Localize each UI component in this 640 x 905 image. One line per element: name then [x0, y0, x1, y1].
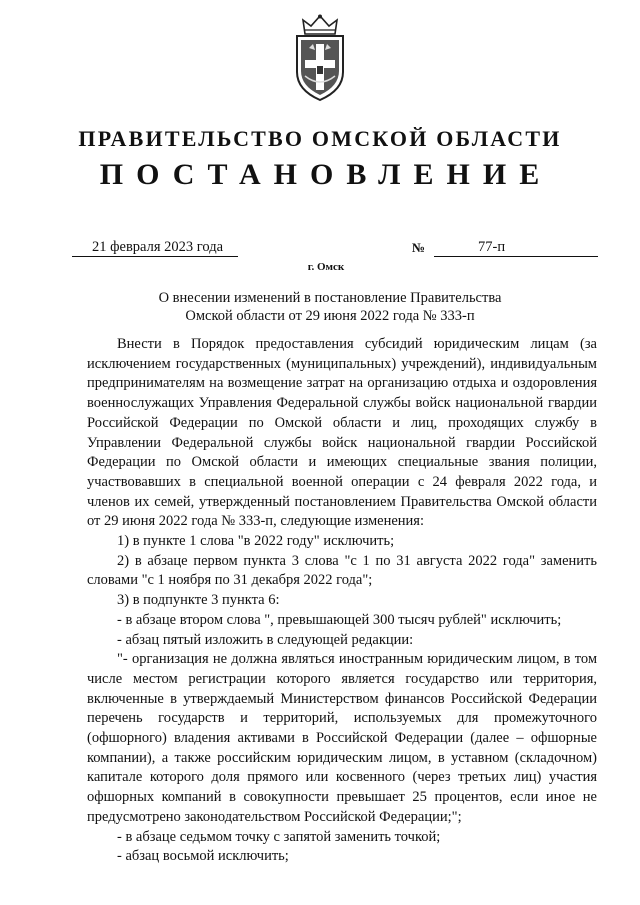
title-line: Омской области от 29 июня 2022 года № 333-п — [185, 308, 475, 324]
body-paragraph: "- организация не должна являться иностранным юридическим лицом, в том числе местом регистрации которого является государство или территория, включенные в утверждаемый Министерством финансов Российской Федерации перечень государств и территорий, используемых для промежуточного (офшорного) владения активами в Российской Федерации (далее – офшорные компании), а также российским юридическим лицом, в уставном (складочном) капитале которого доля прямого или косвенного (через третьих лиц) участия офшорных компаний в совокупности превышает 25 процентов, если иное не предусмотрено законодательством Российской Федерации;"; — [87, 651, 597, 825]
organization-name: ПРАВИТЕЛЬСТВО ОМСКОЙ ОБЛАСТИ — [78, 126, 562, 151]
number-sign: № — [412, 240, 426, 255]
document-type: ПОСТАНОВЛЕНИЕ — [99, 158, 553, 191]
document-title — [80, 289, 580, 325]
body-paragraph: 1) в пункте 1 слова "в 2022 году" исключить; — [117, 533, 395, 550]
document-number: 77-п — [434, 238, 598, 257]
body-paragraph: - абзац восьмой исключить; — [117, 848, 289, 865]
title-line: О внесении изменений в постановление Правительства — [158, 290, 502, 306]
body-paragraph: 2) в абзаце первом пункта 3 слова "с 1 по 31 августа 2022 года" заменить словами "с 1 ноября по 31 декабря 2022 года"; — [87, 552, 597, 589]
omsk-coat-of-arms — [291, 14, 349, 102]
body-paragraph: - в абзаце седьмом точку с запятой заменить точкой; — [117, 828, 441, 845]
document-date: 21 февраля 2023 года — [72, 238, 238, 257]
body-paragraph: - в абзаце втором слова ", превышающей 300 тысяч рублей" исключить; — [117, 611, 562, 628]
document-body — [87, 335, 597, 867]
document-city: г. Омск — [307, 261, 345, 273]
body-paragraph: Внести в Порядок предоставления субсидий юридическим лицам (за исключением государственных (муниципальных) учреждений), индивидуальным предпринимателям на возмещение затрат на организацию отдыха и оздоровления военнослужащих Управления Федеральной службы войск национальной гвардии Российской Федерации по Омской области и лиц, проходящих службу в Управлении Федеральной службы войск национальной гвардии Российской Федерации по Омской области и имеющих специальные звания полиции, участвовавших в специальной военной операции с 24 февраля 2022 года, и членов их семей, утвержденный постановлением Правительства Омской области от 29 июня 2022 года № 333-п, следующие изменения: — [87, 336, 597, 530]
body-paragraph: 3) в подпункте 3 пункта 6: — [117, 592, 280, 609]
body-paragraph: - абзац пятый изложить в следующей редакции: — [117, 631, 414, 648]
